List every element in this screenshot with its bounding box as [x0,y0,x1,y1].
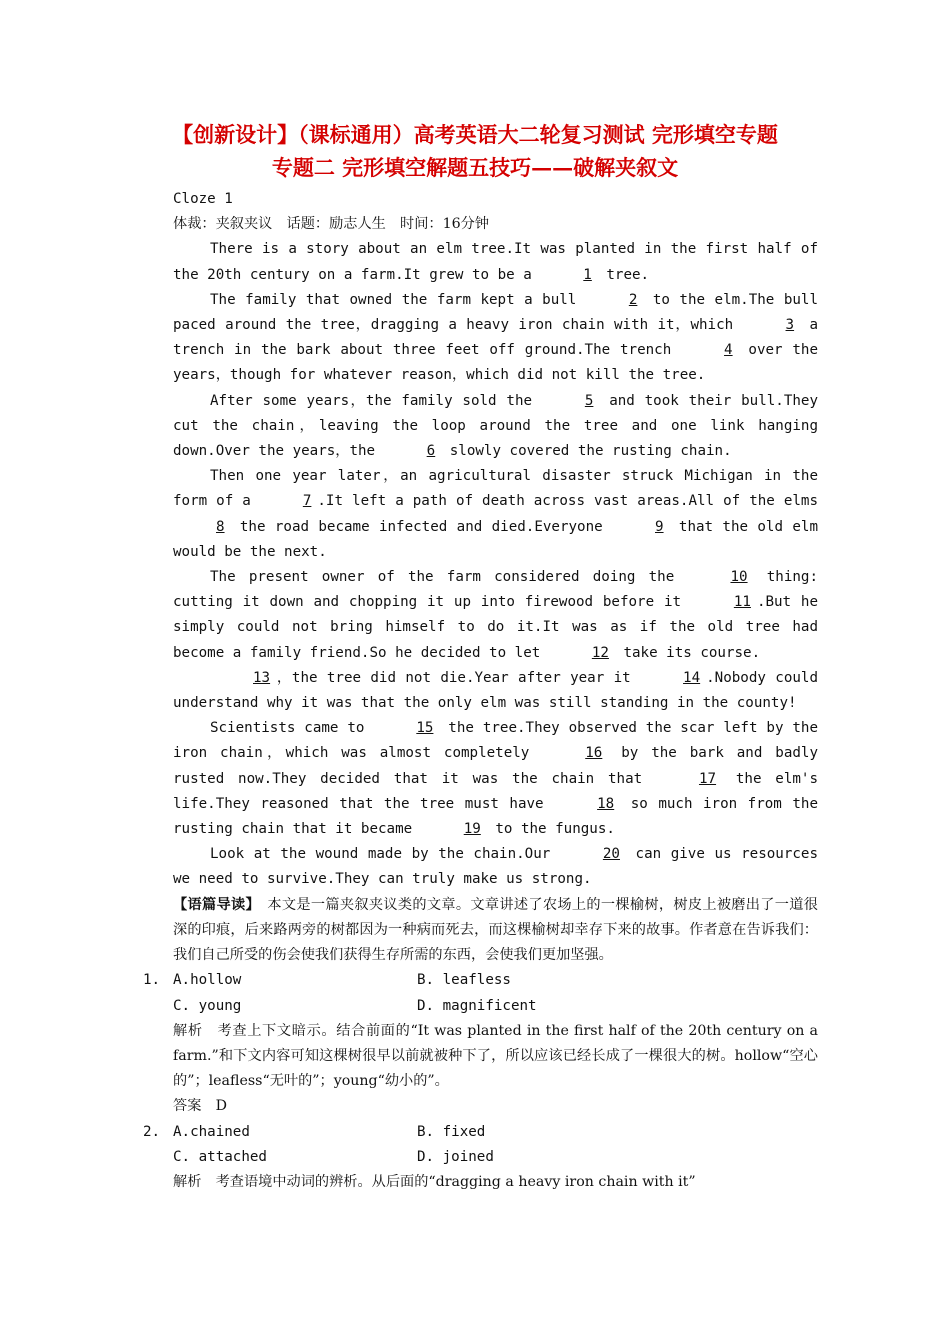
blank-18: 18 [597,795,615,812]
passage-paragraph-5: The present owner of the farm considered doing the 10 thing: cutting it down and chopping it up into firewood before it 11 .But he simply could not bring himself to do it.It was as if the old tree had become a family friend.So he decided to let 12 take its course. [173,565,818,666]
question-number: 2. [143,1123,161,1140]
reading-guide-label: 【语篇导读】 [173,896,253,913]
question-1 [143,968,818,1119]
analysis-text: 解析 考查语境中动词的辨析。从后面的“dragging a heavy iron chain with it” [173,1173,696,1190]
options-row-2 [173,994,818,1019]
blank-3: 3 [785,317,795,334]
document-title-line-2: 专题二 完形填空解题五技巧——破解夹叙文 [271,155,679,180]
option-a: A.hollow [173,972,242,989]
option-b: B. fixed [417,1123,486,1140]
passage-paragraph-4: Then one year later，an agricultural disaster struck Michigan in the form of a 7 .It left a path of death across vast areas.All of the elms 8 the road became infected and died.Everyone 9 that the old elm would be the next. [173,468,818,560]
reading-guide [173,893,818,969]
blank-13: 13 [253,669,271,686]
question-number: 1. [143,972,161,989]
blank-10: 10 [730,569,748,586]
cloze-label: Cloze 1 [173,191,233,207]
option-c: C. young [173,997,242,1014]
reading-guide-text: 本文是一篇夹叙夹议类的文章。文章讲述了农场上的一棵榆树，树皮上被磨出了一道很深的印痕，后来路两旁的树都因为一种病而死去，而这棵榆树却幸存下来的故事。作者意在告诉我们：我们自己所受的伤会使我们获得生存所需的东西，会使我们更加坚强。 [173,896,818,964]
blank-9: 9 [655,518,664,535]
blank-7: 7 [302,493,312,510]
passage-paragraph-6: 13 ，the tree did not die.Year after year it 14 .Nobody could understand why it was that the only elm was still standing in the county! [173,666,818,716]
options-row-1 [173,968,818,993]
blank-20: 20 [602,846,620,863]
blank-8: 8 [216,518,225,535]
blank-19: 19 [463,821,481,838]
option-c: C. attached [173,1148,267,1165]
answer-text: 答案 D [173,1098,227,1115]
document-title-line-1: 【创新设计】（课标通用）高考英语大二轮复习测试 完形填空专题 [172,122,778,147]
passage-paragraph-1: There is a story about an elm tree.It was planted in the first half of the 20th century on a farm.It grew to be a 1 tree. [173,237,818,287]
blank-15: 15 [416,720,434,737]
passage-paragraph-3: After some years，the family sold the 5 and took their bull.They cut the chain，leaving the loop around the tree and one link hanging down.Over the years，the 6 slowly covered the rusting chain. [173,389,818,465]
blank-4: 4 [724,342,733,359]
options-row-1 [173,1120,818,1145]
passage-paragraph-2: The family that owned the farm kept a bull 2 to the elm.The bull paced around the tree，dragging a heavy iron chain with it，which 3 a trench in the bark about three feet off ground.The trench 4 over the years，though for whatever reason，which did not kill the tree. [173,288,818,389]
blank-6: 6 [426,443,436,460]
analysis-text: 解析 考查上下文暗示。结合前面的“It was planted in the first half of the 20th century on a farm.”和下文内容可知这棵树很早以前就被种下了，所以应该已经长成了一棵很大的树。hollow“空心的”；leafless“无叶的”；young“幼小的”。 [173,1022,818,1090]
meta-line: 体裁：夹叙夹议 话题：励志人生 时间：16分钟 [173,216,489,233]
passage-paragraph-7: Scientists came to 15 the tree.They observed the scar left by the iron chain，which was almost completely 16 by the bark and badly rusted now.They decided that it was the chain that 17 the elm's life.They reasoned that the tree must have 18 so much iron from the rusting chain that it became 19 to the fungus. [173,716,818,842]
blank-5: 5 [584,392,594,409]
blank-2: 2 [628,291,638,308]
document-body [143,187,819,1195]
blank-1: 1 [583,266,592,283]
option-d: D. magnificent [417,997,537,1014]
question-2 [143,1120,818,1196]
blank-11: 11 [733,594,751,611]
options-row-2 [173,1145,818,1170]
blank-14: 14 [683,669,701,686]
passage-paragraph-8: Look at the wound made by the chain.Our 20 can give us resources we need to survive.They can truly make us strong. [173,842,818,892]
option-b: B. leafless [417,972,511,989]
blank-17: 17 [698,770,717,787]
option-d: D. joined [417,1148,494,1165]
option-a: A.chained [173,1123,250,1140]
blank-16: 16 [585,745,603,762]
blank-12: 12 [591,644,609,661]
